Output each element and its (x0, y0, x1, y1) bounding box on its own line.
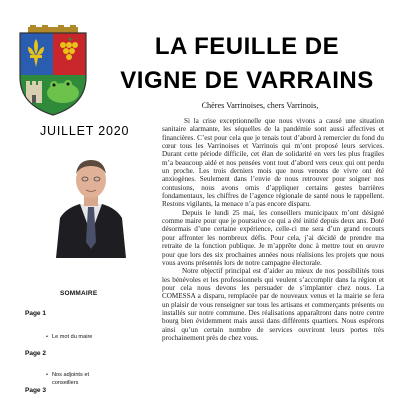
greeting: Chères Varrinoises, chers Varrinois, (201, 101, 319, 110)
table-of-contents-heading: SOMMAIRE (60, 290, 98, 297)
letter-paragraph-3: Notre objectif principal est d’aider au mieux de nos possibilités tous les bénévoles et les professionnels qui veulent s’accomplir dans la région et pour cela nous devons les persuader de s’implanter chez nous. La COMESSA a disparu, remplacée par de nouveaux venus et la mairie se fera un plaisir de vous renseigner sur tous les artisans et commerçants présents ou installés sur notre commune. Des réalisations apparaîtront dans notre centre bourg bien évidemment mais aussi dans différents quartiers. Nous espérons ainsi qu’un certain nombre de services ouvriront leurs portes très prochainement près de chez vous. (162, 267, 384, 342)
toc-item-2: • Nos adjoints et conseillers (52, 371, 112, 387)
issue-date: JUILLET 2020 (40, 124, 130, 138)
title-line-1: LA FEUILLE DE (154, 33, 340, 60)
toc-page-3: Page 3 (25, 387, 46, 394)
newsletter-title (112, 30, 382, 98)
castle-icon (26, 81, 42, 103)
toc-item-1: • Le mot du maire (52, 333, 112, 341)
mayor-photo (52, 152, 130, 258)
mayor-letter (162, 117, 384, 342)
toc-page-1: Page 1 (25, 310, 46, 317)
letter-paragraph-1: Si la crise exceptionnelle que nous vivons a causé une situation sanitaire alarmante, les séquelles de la pandémie sont aussi affectives et financières. C’est pour cela que je tenais tout d’abord à remercier du fond du cœur tous les Varrinoises et Varrinois qui m’ont proposé leurs services. Durant cette période difficile, cet élan de solidarité en vers les plus fragiles m’a beaucoup aidé et nos pensées vont tout d’abord vers ceux qui ont perdu un proche. Les trois derniers mois que nous venons de vivre ont été anxiogènes. Seulement dans l’envie de nous retrouver pour soigner nos contusions, nous avons omis d’appliquer certains gestes barrières fondamentaux, les chiffres de l’agence régionale de santé nous le rappellent. Restons vigilants, la menace n’a pas encore disparu. (162, 117, 384, 209)
village-coat-of-arms (18, 25, 88, 117)
letter-paragraph-2: Depuis le lundi 25 mai, les conseillers municipaux m’ont désigné comme maire pour que je poursuive ce qui a été initié depuis deux ans. Doté désormais d’une certaine expérience, celle-ci me sera d’un grand recours pour affronter les nombreux défis. Pour cela, j’ai décidé de prendre ma retraite de la fonction publique. Je m’apprête donc à mettre tout en œuvre pour que lors des six prochaines années nous réalisions les projets que nous vous avons présentés lors de notre campagne électorale. (162, 208, 384, 267)
toc-page-2: Page 2 (25, 350, 46, 357)
title-line-2: VIGNE DE VARRAINS (120, 67, 374, 94)
